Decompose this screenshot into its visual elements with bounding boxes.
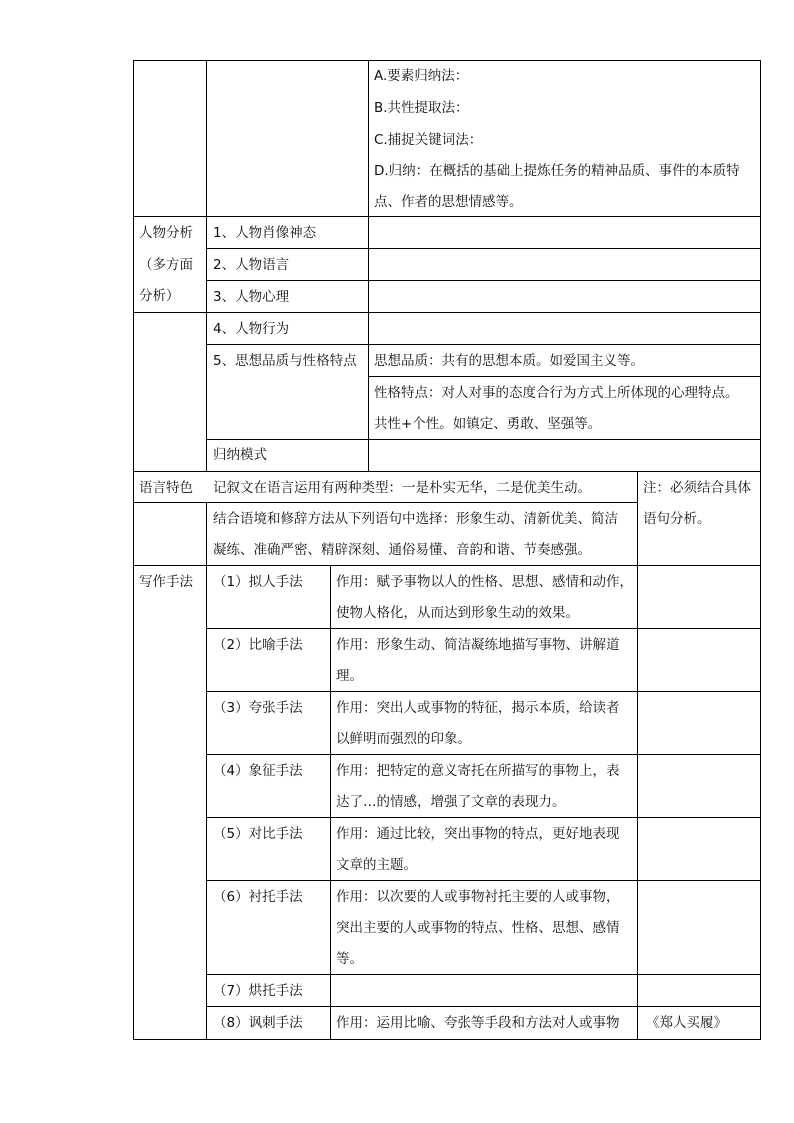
technique-name: （7）烘托手法	[213, 983, 303, 999]
technique-effect: 作用：形象生动、简洁凝练地描写事物、讲解道	[336, 637, 620, 653]
technique-effect: 作用：突出人或事物的特征，揭示本质，给读者	[336, 700, 620, 716]
technique-name: （8）讽刺手法	[213, 1015, 303, 1031]
quality-definition: 思想品质：共有的思想本质。如爱国主义等。	[374, 353, 644, 369]
technique-name: （2）比喻手法	[213, 637, 303, 653]
language-types: 记叙文在语言运用有两种类型：一是朴实无华，二是优美生动。	[213, 480, 591, 496]
language-choose-line1: 结合语境和修辞方法从下列语句中选择：形象生动、清新优美、简洁	[213, 511, 618, 527]
character-item-psychology: 3、人物心理	[213, 289, 290, 305]
technique-name: （1）拟人手法	[213, 574, 303, 590]
technique-effect: 以鲜明而强烈的印象。	[336, 731, 471, 747]
language-note-line2: 语句分析。	[643, 511, 711, 527]
technique-effect: 等。	[336, 951, 363, 967]
trait-definition-line1: 性格特点：对人对事的态度合行为方式上所体现的心理特点。	[374, 385, 739, 401]
character-item-pattern: 归纳模式	[213, 447, 267, 463]
technique-effect: 作用：以次要的人或事物衬托主要的人或事物，	[336, 889, 620, 905]
technique-name: （6）衬托手法	[213, 889, 303, 905]
technique-name: （3）夸张手法	[213, 700, 303, 716]
method-c: C.捕捉关键词法：	[374, 132, 483, 148]
method-d-line1: D.归纳：在概括的基础上提炼任务的精神品质、事件的本质特	[374, 163, 740, 179]
technique-effect: 作用：把特定的意义寄托在所描写的事物上，表	[336, 763, 620, 779]
technique-effect: 文章的主题。	[336, 857, 417, 873]
language-choose-line2: 凝练、准确严密、精辟深刻、通俗易懂、音韵和谐、节奏感强。	[213, 542, 591, 558]
method-b: B.共性提取法：	[374, 100, 469, 116]
technique-effect: 使物人格化，从而达到形象生动的效果。	[336, 605, 579, 621]
character-item-portrait: 1、人物肖像神态	[213, 225, 317, 241]
character-label-line2: （多方面	[139, 257, 193, 273]
character-item-behavior: 4、人物行为	[213, 321, 290, 337]
character-item-speech: 2、人物语言	[213, 257, 290, 273]
writing-label: 写作手法	[139, 574, 193, 590]
technique-effect: 作用：通过比较，突出事物的特点，更好地表现	[336, 826, 620, 842]
technique-name: （4）象征手法	[213, 763, 303, 779]
language-label: 语言特色	[139, 480, 193, 496]
language-note-line1: 注：必须结合具体	[643, 480, 751, 496]
technique-effect: 突出主要的人或事物的特点、性格、思想、感情	[336, 920, 620, 936]
technique-name: （5）对比手法	[213, 826, 303, 842]
character-item-quality: 5、思想品质与性格特点	[213, 353, 357, 369]
technique-effect: 作用：赋予事物以人的性格、思想、感情和动作，	[336, 574, 633, 590]
method-d-line2: 点、作者的思想情感等。	[374, 194, 523, 210]
trait-definition-line2: 共性+个性。如镇定、勇敢、坚强等。	[374, 416, 602, 432]
character-label-line3: 分析）	[139, 288, 180, 304]
technique-example: 《郑人买履》	[646, 1015, 727, 1031]
technique-effect: 作用：运用比喻、夸张等手段和方法对人或事物	[336, 1015, 620, 1031]
method-a: A.要素归纳法：	[374, 68, 469, 84]
technique-effect: 理。	[336, 668, 363, 684]
technique-effect: 达了…的情感，增强了文章的表现力。	[336, 794, 566, 810]
character-label-line1: 人物分析	[139, 225, 193, 241]
